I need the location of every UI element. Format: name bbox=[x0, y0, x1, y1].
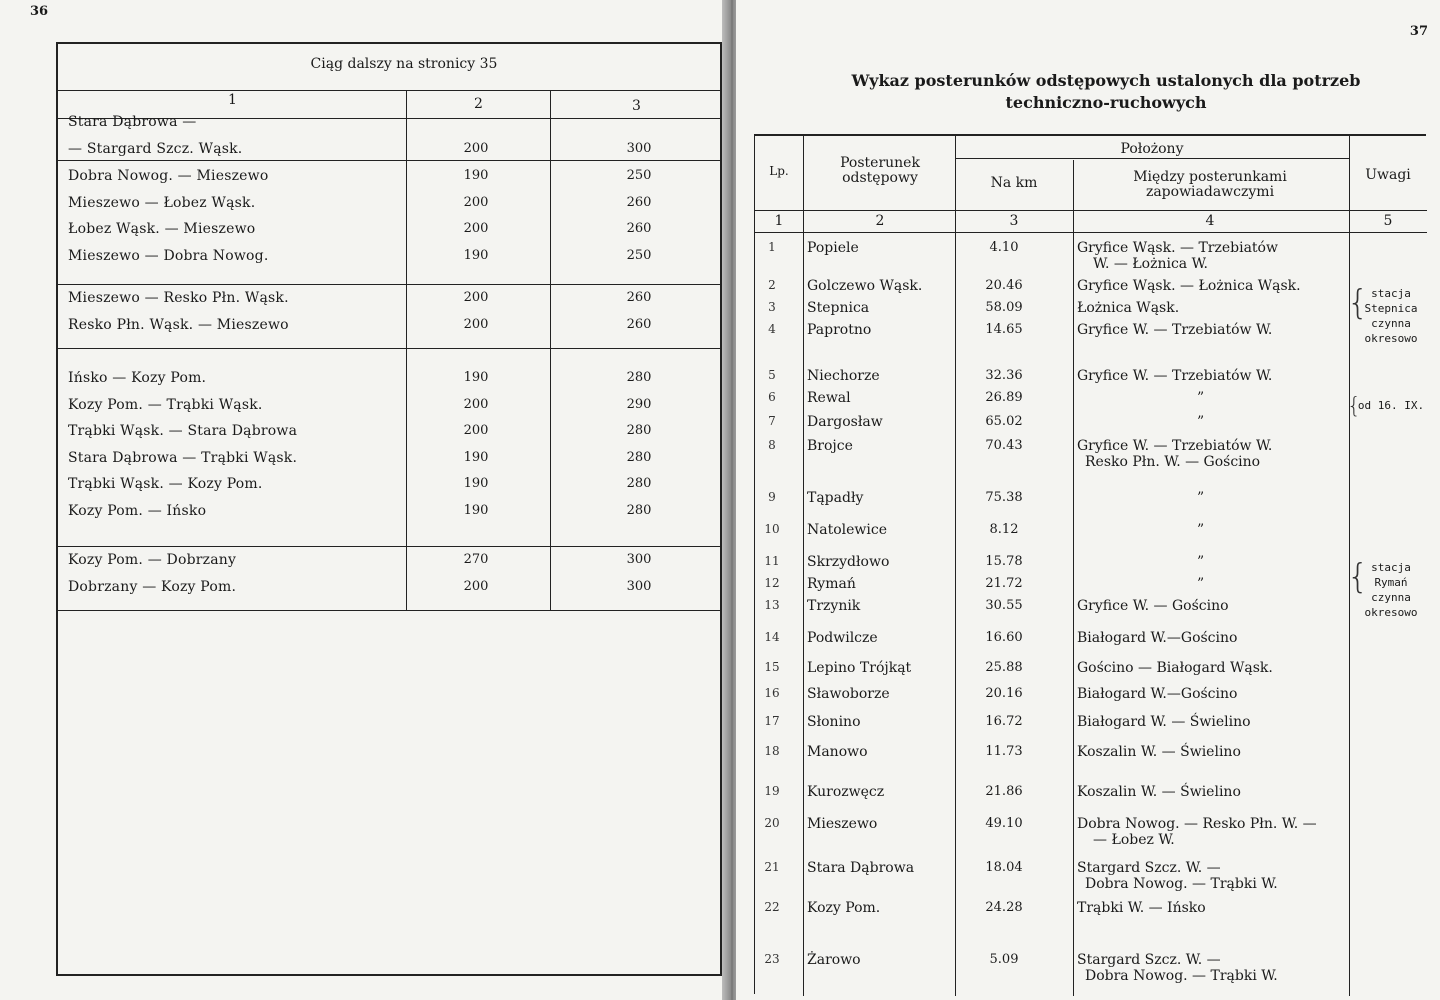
title-line-1: Wykaz posterunków odstępowych ustalonych dla potrzeb bbox=[851, 71, 1361, 90]
colnum-4: 4 bbox=[1205, 213, 1215, 229]
station-name: Rewal bbox=[807, 390, 851, 406]
row-number: 11 bbox=[764, 554, 780, 568]
value-col-3: 250 bbox=[626, 168, 652, 183]
between-stations: Gryfice W. — Gościno bbox=[1077, 598, 1229, 614]
station-name: Tąpadły bbox=[807, 490, 864, 506]
value-col-2: 200 bbox=[463, 316, 489, 332]
route-cell: Kozy Pom. — Dobrzany bbox=[68, 552, 237, 568]
value-col-3: 300 bbox=[626, 552, 652, 567]
between-stations: ” bbox=[1197, 490, 1205, 506]
row-number: 15 bbox=[764, 660, 780, 674]
document-title bbox=[796, 70, 1416, 114]
between-stations: Gryfice W. — Trzebiatów W. bbox=[1077, 368, 1273, 384]
value-col-3: 280 bbox=[626, 370, 652, 385]
route-cell: Resko Płn. Wąsk. — Mieszewo bbox=[68, 316, 289, 333]
station-name: Sławoborze bbox=[807, 686, 890, 702]
table-row bbox=[58, 221, 720, 247]
value-col-3: 300 bbox=[626, 140, 652, 156]
table-row bbox=[58, 248, 720, 274]
route-cell: Trąbki Wąsk. — Kozy Pom. bbox=[68, 476, 263, 492]
station-name: Niechorze bbox=[807, 368, 880, 384]
value-col-2: 200 bbox=[463, 396, 489, 412]
between-stations: Gryfice W. — Trzebiatów W. Resko Płn. W. — Gościno bbox=[1077, 438, 1273, 470]
value-col-2: 190 bbox=[463, 476, 489, 491]
station-name: Trzynik bbox=[807, 598, 861, 614]
between-stations: ” bbox=[1197, 554, 1205, 570]
table-row bbox=[58, 195, 720, 221]
route-cell: Ińsko — Kozy Pom. bbox=[68, 370, 207, 386]
row-number: 9 bbox=[768, 490, 776, 504]
station-name: Dargosław bbox=[807, 414, 883, 430]
value-col-2: 190 bbox=[463, 370, 489, 385]
note-od-16-ix: od 16. IX. bbox=[1357, 399, 1425, 412]
row-number: 23 bbox=[764, 952, 780, 966]
route-cell: Łobez Wąsk. — Mieszewo bbox=[68, 221, 256, 237]
row-number: 12 bbox=[764, 576, 780, 590]
route-cell: Dobrzany — Kozy Pom. bbox=[68, 578, 237, 595]
km-value: 65.02 bbox=[985, 414, 1023, 429]
table-row bbox=[58, 168, 720, 194]
value-col-3: 260 bbox=[626, 316, 652, 332]
row-number: 5 bbox=[768, 368, 776, 382]
header-posterunek: Posterunek odstępowy bbox=[840, 155, 920, 186]
header-col-1: 1 bbox=[228, 92, 237, 108]
station-name: Podwilcze bbox=[807, 630, 878, 646]
km-value: 16.60 bbox=[985, 630, 1023, 645]
km-value: 21.72 bbox=[985, 576, 1023, 591]
continuation-note: Ciąg dalszy na stronicy 35 bbox=[310, 56, 498, 72]
row-number: 3 bbox=[768, 300, 776, 314]
station-name: Stepnica bbox=[807, 300, 870, 316]
row-number: 22 bbox=[764, 900, 780, 914]
km-value: 16.72 bbox=[985, 714, 1023, 729]
value-col-2: 270 bbox=[463, 552, 489, 567]
route-cell: Stara Dąbrowa — Trąbki Wąsk. bbox=[68, 449, 298, 466]
station-name: Golczewo Wąsk. bbox=[807, 278, 923, 294]
between-stations: Dobra Nowog. — Resko Płn. W. — — Łobez W. bbox=[1077, 816, 1317, 848]
note-stepnica: stacja Stepnica czynna okresowo bbox=[1364, 287, 1418, 345]
table-row bbox=[58, 503, 720, 529]
km-value: 14.65 bbox=[985, 322, 1023, 337]
station-name: Natolewice bbox=[807, 522, 888, 538]
between-stations: ” bbox=[1197, 390, 1205, 406]
between-stations: Białogard W. — Świelino bbox=[1077, 714, 1251, 730]
value-col-2: 190 bbox=[463, 449, 489, 465]
note-ryman: stacja Rymań czynna okresowo bbox=[1364, 561, 1418, 619]
value-col-3: 280 bbox=[626, 502, 652, 518]
route-cell: Stara Dąbrowa — bbox=[68, 114, 197, 130]
station-name: Rymań bbox=[807, 576, 856, 592]
header-lp: Lp. bbox=[769, 164, 789, 178]
km-value: 18.04 bbox=[985, 860, 1023, 875]
row-number: 13 bbox=[764, 598, 780, 612]
station-name: Stara Dąbrowa bbox=[807, 860, 915, 876]
row-number: 4 bbox=[768, 322, 776, 336]
header-polozony: Położony bbox=[1120, 141, 1184, 157]
value-col-2: 200 bbox=[463, 290, 489, 305]
km-value: 30.55 bbox=[985, 598, 1023, 613]
km-value: 5.09 bbox=[989, 952, 1019, 967]
value-col-3: 300 bbox=[626, 578, 652, 594]
route-cell: Kozy Pom. — Trąbki Wąsk. bbox=[68, 396, 263, 413]
header-col-2: 2 bbox=[474, 96, 483, 112]
route-cell: Mieszewo — Dobra Nowog. bbox=[68, 247, 269, 264]
table-row bbox=[58, 317, 720, 343]
between-stations: ” bbox=[1197, 522, 1205, 538]
table-row bbox=[58, 397, 720, 423]
km-value: 26.89 bbox=[985, 390, 1023, 405]
colnum-2: 2 bbox=[875, 213, 885, 229]
row-number: 20 bbox=[764, 816, 780, 830]
km-value: 15.78 bbox=[985, 554, 1023, 569]
between-stations: Gościno — Białogard Wąsk. bbox=[1077, 660, 1273, 676]
km-value: 58.09 bbox=[985, 300, 1023, 315]
km-value: 20.16 bbox=[985, 686, 1023, 701]
value-col-2: 200 bbox=[463, 194, 489, 210]
row-number: 14 bbox=[764, 630, 780, 644]
between-stations: Gryfice W. — Trzebiatów W. bbox=[1077, 322, 1273, 338]
value-col-3: 250 bbox=[626, 247, 652, 263]
km-value: 70.43 bbox=[985, 438, 1023, 453]
table-row bbox=[58, 450, 720, 476]
km-value: 24.28 bbox=[985, 900, 1023, 915]
row-number: 8 bbox=[768, 438, 776, 452]
table-row bbox=[58, 141, 720, 167]
row-number: 18 bbox=[764, 744, 780, 758]
value-col-2: 190 bbox=[463, 168, 489, 183]
km-value: 8.12 bbox=[989, 522, 1019, 537]
table-row bbox=[58, 552, 720, 578]
value-col-3: 290 bbox=[626, 396, 652, 412]
row-number: 6 bbox=[768, 390, 776, 404]
km-value: 75.38 bbox=[985, 490, 1023, 505]
between-stations: Koszalin W. — Świelino bbox=[1077, 784, 1241, 800]
route-cell: — Stargard Szcz. Wąsk. bbox=[68, 140, 243, 157]
value-col-3: 260 bbox=[626, 290, 652, 305]
table-row bbox=[58, 476, 720, 502]
km-value: 11.73 bbox=[985, 744, 1023, 759]
right-page bbox=[736, 0, 1440, 1000]
row-number: 19 bbox=[764, 784, 780, 798]
value-col-3: 260 bbox=[626, 221, 652, 236]
station-name: Słonino bbox=[807, 714, 861, 730]
value-col-2: 190 bbox=[463, 247, 489, 263]
value-col-3: 280 bbox=[626, 449, 652, 465]
table-row bbox=[58, 290, 720, 316]
page-number-left: 36 bbox=[30, 4, 49, 19]
route-cell: Kozy Pom. — Ińsko bbox=[68, 502, 207, 519]
header-na-km: Na km bbox=[990, 175, 1038, 191]
between-stations: Koszalin W. — Świelino bbox=[1077, 744, 1241, 760]
between-stations: Trąbki W. — Ińsko bbox=[1077, 900, 1206, 916]
station-name: Kozy Pom. bbox=[807, 900, 881, 916]
station-name: Skrzydłowo bbox=[807, 554, 890, 570]
colnum-1: 1 bbox=[774, 213, 784, 229]
km-value: 49.10 bbox=[985, 816, 1023, 831]
row-number: 1 bbox=[768, 240, 776, 254]
row-number: 21 bbox=[764, 860, 780, 874]
row-number: 10 bbox=[764, 522, 780, 536]
station-name: Żarowo bbox=[807, 952, 861, 968]
value-col-2: 190 bbox=[463, 502, 489, 518]
route-cell: Trąbki Wąsk. — Stara Dąbrowa bbox=[68, 423, 298, 439]
row-number: 7 bbox=[768, 414, 776, 428]
between-stations: Gryfice Wąsk. — Łożnica Wąsk. bbox=[1077, 278, 1301, 294]
colnum-5: 5 bbox=[1383, 213, 1393, 229]
between-stations: ” bbox=[1197, 414, 1205, 430]
table-row bbox=[58, 370, 720, 396]
station-name: Lepino Trójkąt bbox=[807, 660, 912, 676]
km-value: 32.36 bbox=[985, 368, 1023, 383]
colnum-3: 3 bbox=[1009, 213, 1019, 229]
row-number: 17 bbox=[764, 714, 780, 728]
route-cell: Dobra Nowog. — Mieszewo bbox=[68, 168, 269, 184]
km-value: 20.46 bbox=[985, 278, 1023, 293]
station-name: Popiele bbox=[807, 240, 859, 256]
between-stations: Stargard Szcz. W. — Dobra Nowog. — Trąbki W. bbox=[1077, 952, 1278, 984]
km-value: 25.88 bbox=[985, 660, 1023, 675]
title-line-2: techniczno-ruchowych bbox=[1005, 93, 1207, 112]
station-name: Brojce bbox=[807, 438, 853, 454]
station-name: Kurozwęcz bbox=[807, 784, 885, 800]
table-row bbox=[58, 114, 720, 140]
value-col-3: 280 bbox=[626, 423, 652, 438]
table-row bbox=[58, 579, 720, 605]
left-table bbox=[56, 42, 722, 976]
value-col-2: 200 bbox=[463, 221, 489, 236]
value-col-2: 200 bbox=[463, 423, 489, 438]
between-stations: Stargard Szcz. W. — Dobra Nowog. — Trąbki W. bbox=[1077, 860, 1278, 892]
between-stations: Białogard W.—Gościno bbox=[1077, 686, 1238, 702]
between-stations: Gryfice Wąsk. — Trzebiatów W. — Łożnica W. bbox=[1077, 240, 1278, 272]
station-name: Manowo bbox=[807, 744, 868, 760]
km-value: 21.86 bbox=[985, 784, 1023, 799]
page-number-right: 37 bbox=[1409, 24, 1428, 39]
route-cell: Mieszewo — Resko Płn. Wąsk. bbox=[68, 290, 289, 306]
row-number: 2 bbox=[768, 278, 776, 292]
value-col-3: 280 bbox=[626, 476, 652, 491]
header-col-3: 3 bbox=[632, 98, 641, 114]
header-miedzy: Między posterunkami zapowiadawczymi bbox=[1133, 169, 1287, 200]
value-col-3: 260 bbox=[626, 194, 652, 210]
km-value: 4.10 bbox=[989, 240, 1019, 255]
value-col-2: 200 bbox=[463, 578, 489, 594]
between-stations: ” bbox=[1197, 576, 1205, 592]
between-stations: Łożnica Wąsk. bbox=[1077, 300, 1180, 316]
station-name: Paprotno bbox=[807, 322, 872, 338]
table-row bbox=[58, 423, 720, 449]
between-stations: Białogard W.—Gościno bbox=[1077, 630, 1238, 646]
row-number: 16 bbox=[764, 686, 780, 700]
route-cell: Mieszewo — Łobez Wąsk. bbox=[68, 194, 256, 211]
value-col-2: 200 bbox=[463, 140, 489, 156]
right-table: Lp. Posterunek odstępowy Położony Na km Między posterunkami zapowiadawczymi Uwagi 1 2 3 4 5 1 Popiele 4.10 Gryfice Wąsk. — Trzebiatów W. — Łożnica W. 2 Golczewo Wąsk. 20.46 Gryfice Wąsk. — Łożnica Wąsk. 3 Stepnica 58.09 Łożnica Wąsk. 4 Paprotno 14.65 Gryfice W. — Trzebiatów W. 5 Niechorze 32.36 Gryfice W. — Trzebiatów W. 6 Rewal 26.89 ” 7 Dargosław 65.02 ” 8 Brojce 70.43 Gryfice W. — Trzebiatów W. Resko Płn. W. — Gościno 9 Tąpadły 75.38 ” 10 Natolewice 8.12 ” 11 Skrzydłowo 15.78 ” 12 Rymań 21.72 ” 13 Trzynik 30.55 Gryfice W. — Gościno 14 Podwilcze 16.60 Białogard W.—Gościno 15 Lepino Trójkąt 25.88 Gościno — Białogard Wąsk. 16 Sławoborze 20.16 Białogard W.—Gościno 17 Słonino 16.72 Białogard W. — Świelino 18 Manowo 11.73 Koszalin W. — Świelino 19 Kurozwęcz 21.86 Koszalin W. — Świelino 20 Mieszewo 49.10 Dobra Nowog. — Resko Płn. W. — — Łobez W. 21 Stara Dąbrowa 18.04 Stargard Szcz. W. — Dobra Nowog. — Trąbki W. 22 Kozy Pom. 24.28 Trąbki W. — Ińsko 23 Żarowo 5.09 Stargard Szcz. W. — Dobra Nowog. — Trąbki W. { stacja Stepnica czynna okresowo { od 16. IX. { stacja Rymań czynna okresowo bbox=[754, 134, 1426, 994]
station-name: Mieszewo bbox=[807, 816, 878, 832]
header-uwagi: Uwagi bbox=[1365, 167, 1411, 183]
